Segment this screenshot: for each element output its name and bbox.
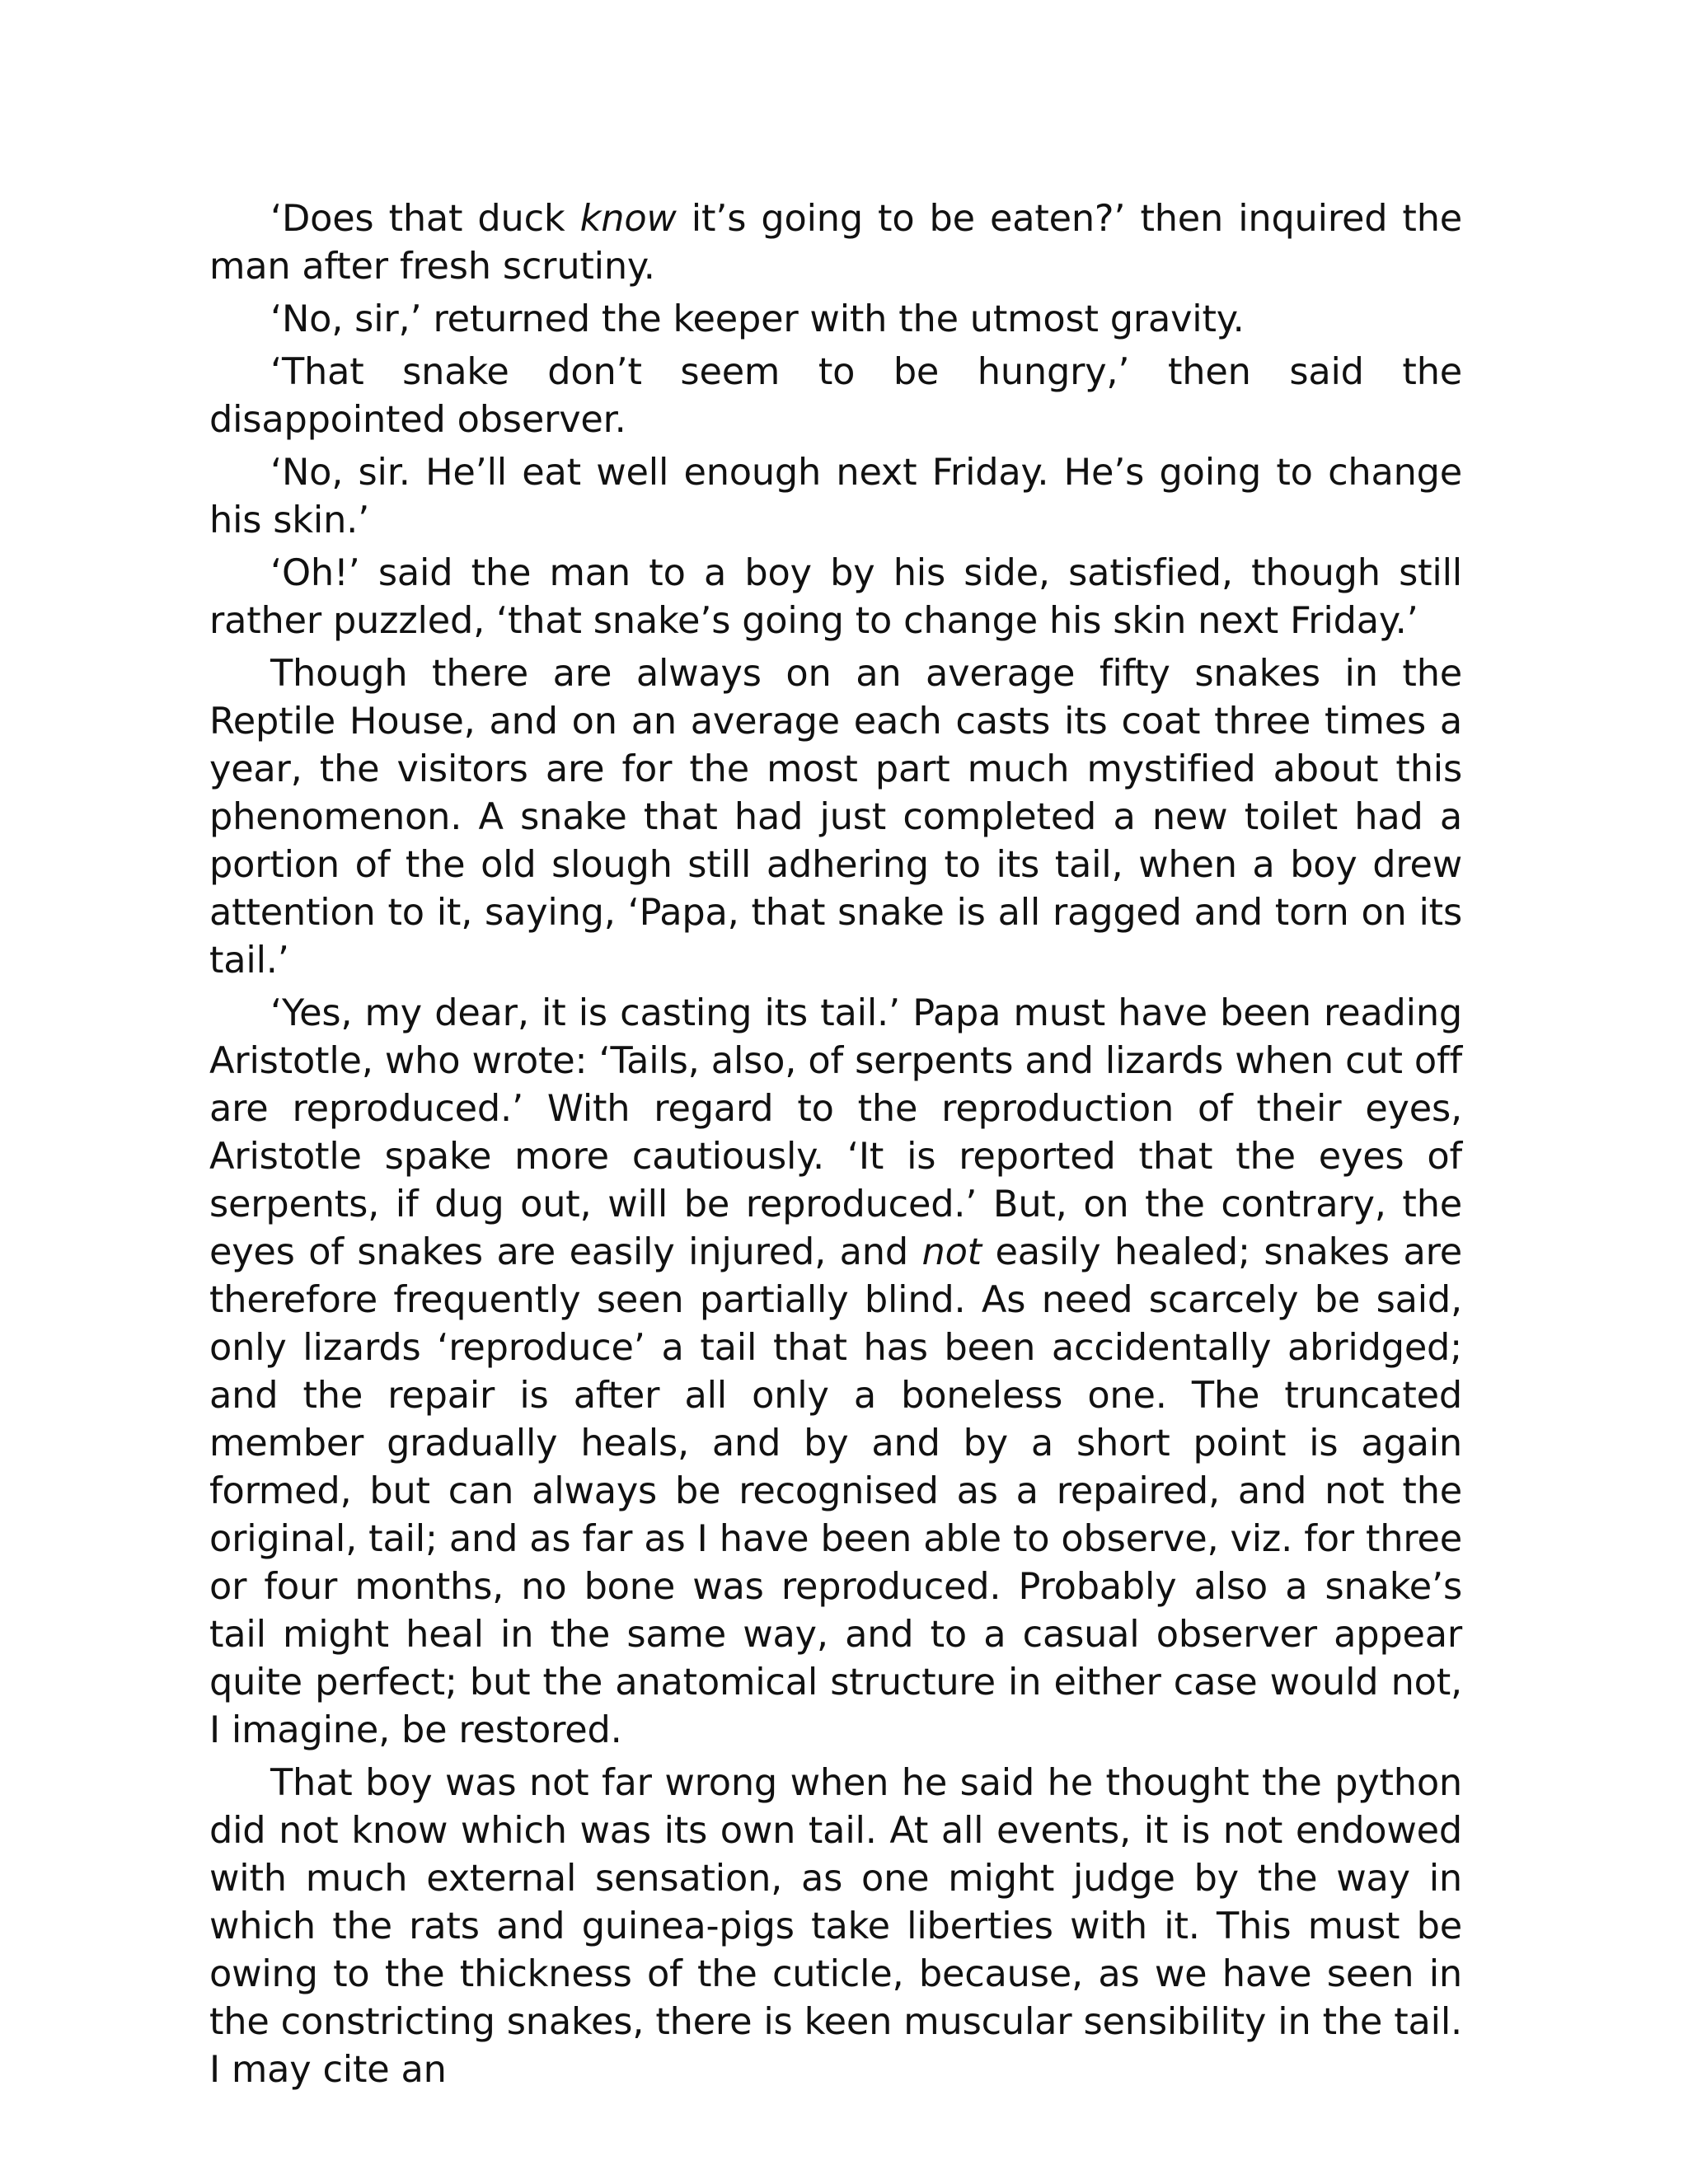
paragraph-5 bbox=[209, 549, 1462, 644]
text-run: ‘No, sir,’ returned the keeper with the utmost gravity. bbox=[270, 298, 1245, 340]
paragraph-4 bbox=[209, 448, 1462, 544]
text-run: ‘Does that duck bbox=[270, 197, 580, 240]
text-run: That boy was not far wrong when he said he thought the python did not know which was its own tail. At all events, it is not endowed with much external sensation, as one might judge by the way in which the rats and guinea-pigs take liberties with it. This must be owing to the thickness of the cuticle, because, as we have seen in the constricting snakes, there is keen muscular sensibility in the tail. I may cite an bbox=[209, 1761, 1462, 2091]
text-run: Though there are always on an average fifty snakes in the Reptile House, and on an average each casts its coat three times a year, the visitors are for the most part much mystified about this phenomenon. A snake that had just completed a new toilet had a portion of the old slough still adhering to its tail, when a boy drew attention to it, saying, ‘Papa, that snake is all ragged and torn on its tail.’ bbox=[209, 652, 1462, 982]
paragraph-2 bbox=[209, 295, 1462, 343]
italic-run: not bbox=[921, 1230, 982, 1273]
italic-run: know bbox=[579, 197, 677, 240]
paragraph-7 bbox=[209, 989, 1462, 1754]
text-run: ‘Oh!’ said the man to a boy by his side, satisfied, though still rather puzzled, ‘that snake’s going to change his skin next Friday.’ bbox=[209, 551, 1462, 642]
paragraph-3 bbox=[209, 348, 1462, 443]
text-run: ‘That snake don’t seem to be hungry,’ then said the disappointed observer. bbox=[209, 350, 1462, 441]
paragraph-1 bbox=[209, 194, 1462, 290]
paragraph-6 bbox=[209, 649, 1462, 984]
paragraph-8 bbox=[209, 1759, 1462, 2093]
book-page-text bbox=[209, 194, 1462, 2098]
text-run: it’s going to be eaten?’ then inquired the man after fresh scrutiny. bbox=[209, 197, 1462, 288]
text-run: easily healed; snakes are therefore frequently seen partially blind. As need scarcely be said, only lizards ‘reproduce’ a tail that has been accidentally abridged; and the repair is after all only a boneless one. The truncated member gradually heals, and by and by a short point is again formed, but can always be recognised as a repaired, and not the original, tail; and as far as I have been able to observe, viz. for three or four months, no bone was reproduced. Probably also a snake’s tail might heal in the same way, and to a casual observer appear quite perfect; but the anatomical structure in either case would not, I imagine, be restored. bbox=[209, 1230, 1462, 1751]
text-run: ‘Yes, my dear, it is casting its tail.’ Papa must have been reading Aristotle, who wrote: ‘Tails, also, of serpents and lizards when cut off are reproduced.’ With regard to the reproduction of their eyes, Aristotle spake more cautiously. ‘It is reported that the eyes of serpents, if dug out, will be reproduced.’ But, on the contrary, the eyes of snakes are easily injured, and bbox=[209, 991, 1462, 1273]
text-run: ‘No, sir. He’ll eat well enough next Friday. He’s going to change his skin.’ bbox=[209, 451, 1462, 541]
